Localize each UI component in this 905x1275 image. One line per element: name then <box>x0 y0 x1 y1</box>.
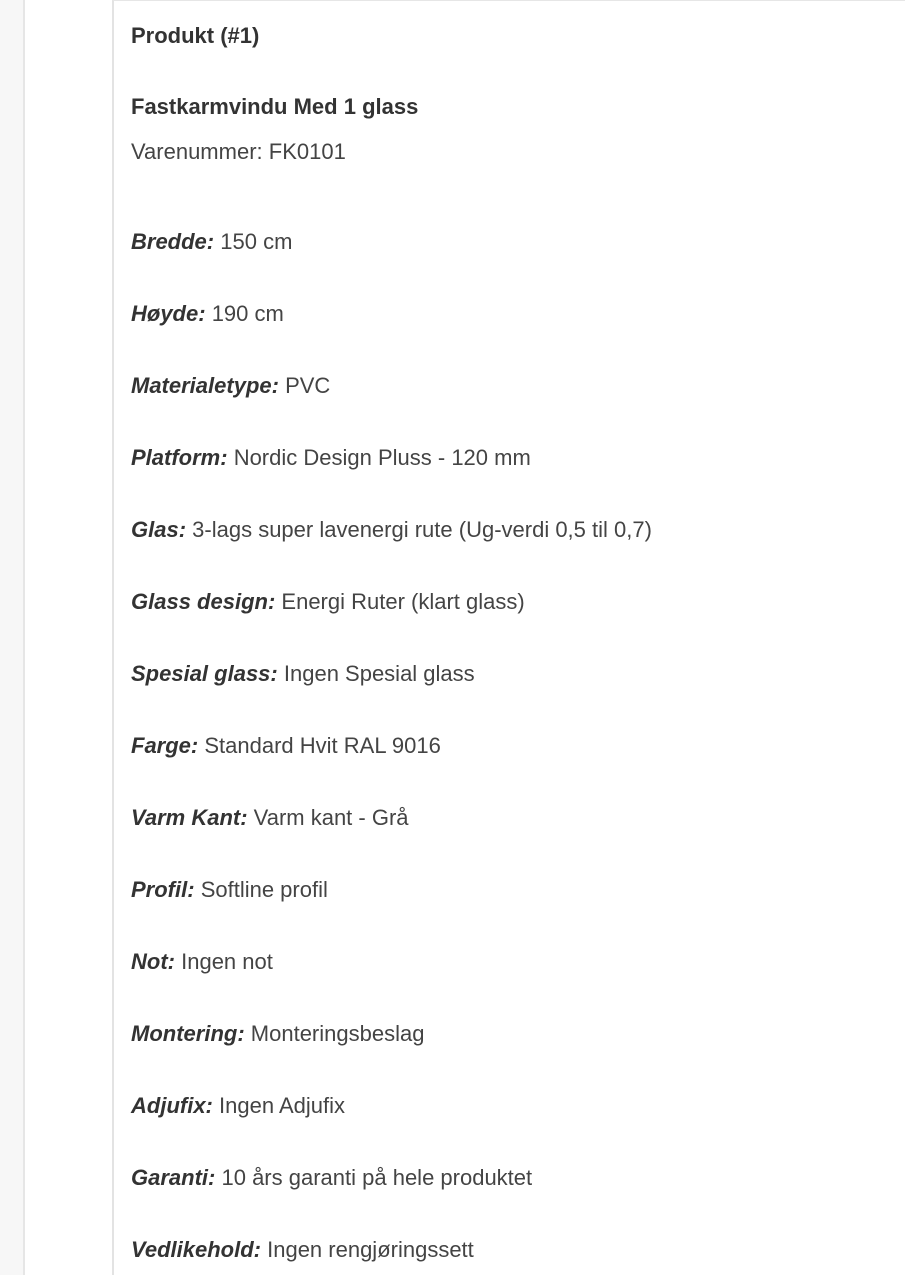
attribute-value: Ingen Spesial glass <box>283 661 475 686</box>
attribute-value: Ingen rengjøringssett <box>267 1237 474 1262</box>
attribute-value: Softline profil <box>200 877 328 902</box>
attribute-label: Montering: <box>131 1021 245 1046</box>
attribute-value: 150 cm <box>220 229 293 254</box>
attribute-profile <box>131 877 328 903</box>
sku-label: Varenummer: <box>131 139 263 164</box>
attribute-value: Monteringsbeslag <box>250 1021 425 1046</box>
attribute-platform <box>131 445 531 471</box>
product-name: Fastkarmvindu Med 1 glass <box>131 94 419 119</box>
attribute-value: 190 cm <box>211 301 284 326</box>
attribute-width <box>131 229 292 255</box>
sku-line <box>131 139 346 165</box>
attribute-height <box>131 301 284 327</box>
attribute-value: Nordic Design Pluss - 120 mm <box>233 445 531 470</box>
attribute-label: Glas: <box>131 517 187 542</box>
attribute-value: PVC <box>285 373 331 398</box>
attribute-label: Materialetype: <box>131 373 279 398</box>
product-panel <box>112 0 905 1275</box>
attribute-value: 10 års garanti på hele produktet <box>221 1165 533 1190</box>
attribute-label: Varm Kant: <box>131 805 248 830</box>
attribute-adjufix <box>131 1093 345 1119</box>
attribute-label: Spesial glass: <box>131 661 278 686</box>
attribute-glass-design <box>131 589 525 615</box>
attribute-label: Adjufix: <box>131 1093 213 1118</box>
attribute-value: Energi Ruter (klart glass) <box>281 589 525 614</box>
left-gutter <box>0 0 25 1275</box>
attribute-label: Farge: <box>131 733 199 758</box>
attribute-warranty <box>131 1165 532 1191</box>
attribute-value: Standard Hvit RAL 9016 <box>204 733 441 758</box>
attribute-label: Profil: <box>131 877 195 902</box>
attribute-maintenance <box>131 1237 474 1263</box>
attribute-label: Glass design: <box>131 589 276 614</box>
attribute-value: Varm kant - Grå <box>253 805 409 830</box>
attribute-warm-edge <box>131 805 409 831</box>
attribute-color <box>131 733 441 759</box>
attribute-groove <box>131 949 273 975</box>
attribute-value: Ingen not <box>181 949 273 974</box>
attribute-value: 3-lags super lavenergi rute (Ug-verdi 0,5 til 0,7) <box>192 517 652 542</box>
attribute-special-glass <box>131 661 475 687</box>
attribute-label: Not: <box>131 949 175 974</box>
attribute-label: Høyde: <box>131 301 206 326</box>
attribute-label: Platform: <box>131 445 228 470</box>
attribute-material <box>131 373 330 399</box>
attribute-glass <box>131 517 652 543</box>
sku-value: FK0101 <box>268 139 346 164</box>
section-title: Produkt (#1) <box>131 23 260 48</box>
attribute-label: Garanti: <box>131 1165 216 1190</box>
attribute-label: Bredde: <box>131 229 215 254</box>
attribute-mounting <box>131 1021 424 1047</box>
attribute-value: Ingen Adjufix <box>219 1093 345 1118</box>
attribute-label: Vedlikehold: <box>131 1237 261 1262</box>
